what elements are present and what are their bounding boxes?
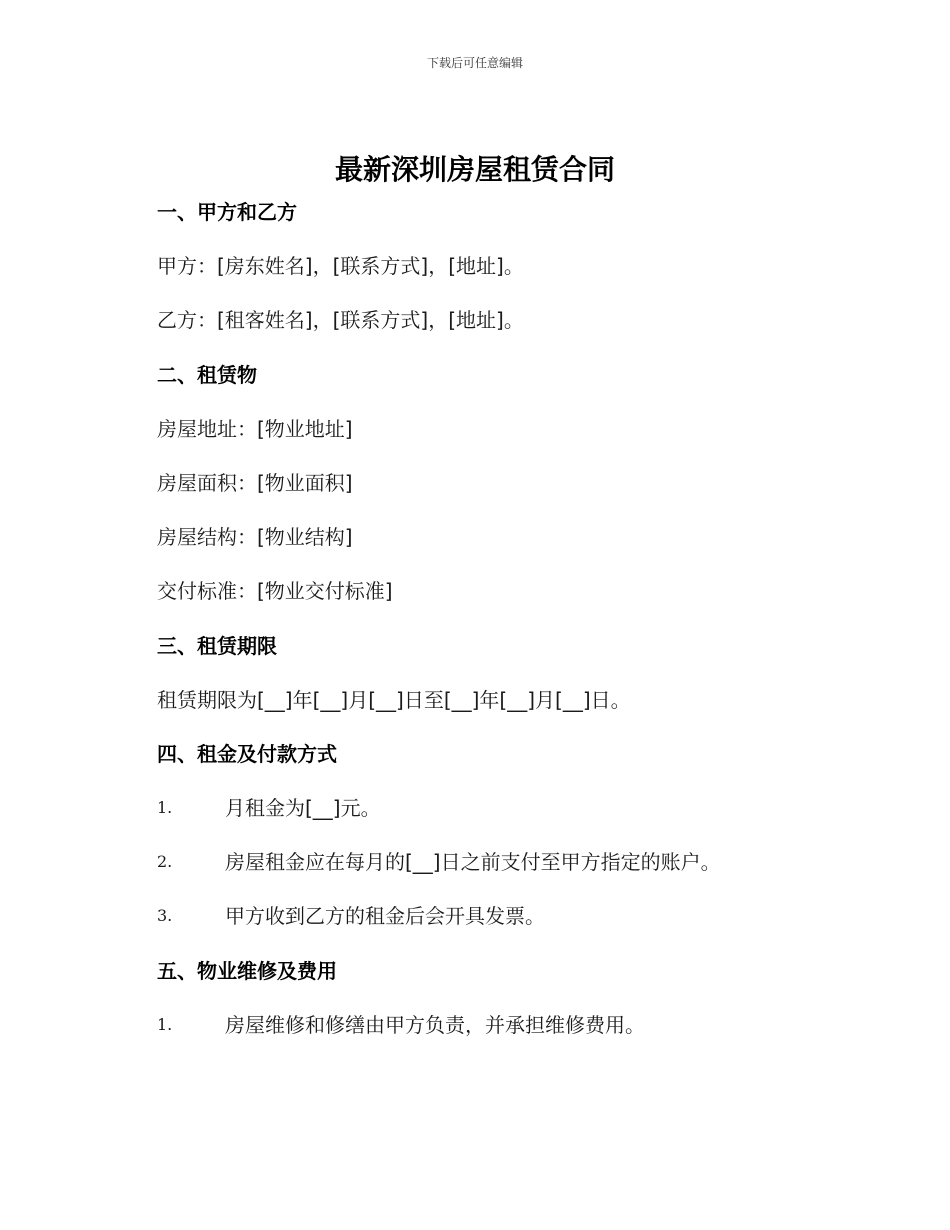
lease-term-line: 租赁期限为[__]年[__]月[__]日至[__]年[__]月[__]日。 (157, 687, 631, 712)
list-item (157, 1011, 857, 1065)
list-item-number: 2. (157, 852, 173, 872)
section-heading-parties: 一、甲方和乙方 (157, 200, 297, 224)
document-title: 最新深圳房屋租赁合同 (334, 153, 615, 186)
section-heading-term: 三、租赁期限 (157, 633, 277, 658)
list-item-text: 房屋维修和修缮由甲方负责，并承担维修费用。 (225, 1012, 645, 1037)
list-item (157, 902, 857, 956)
property-area-line: 房屋面积：[物业面积] (157, 470, 353, 495)
list-item-text: 甲方收到乙方的租金后会开具发票。 (225, 904, 545, 929)
party-a-line: 甲方：[房东姓名]，[联系方式]，[地址]。 (157, 254, 524, 279)
property-structure-line: 房屋结构：[物业结构] (157, 525, 353, 550)
document-body (157, 198, 857, 1065)
list-item-number: 1. (157, 1014, 173, 1034)
list-item-number: 1. (157, 798, 173, 818)
section-heading-rent: 四、租金及付款方式 (157, 741, 337, 766)
list-item (157, 794, 857, 848)
list-item-number: 3. (157, 906, 173, 926)
list-item-text: 月租金为[__]元。 (225, 796, 381, 821)
section-heading-property: 二、租赁物 (157, 362, 257, 387)
list-item-text: 房屋租金应在每月的[__]日之前支付至甲方指定的账户。 (225, 850, 721, 875)
header-note: 下载后可任意编辑 (426, 56, 523, 70)
party-b-line: 乙方：[租客姓名]，[联系方式]，[地址]。 (157, 308, 524, 333)
delivery-standard-line: 交付标准：[物业交付标准] (157, 579, 393, 604)
property-address-line: 房屋地址：[物业地址] (157, 416, 353, 441)
section-heading-maintenance: 五、物业维修及费用 (157, 958, 337, 983)
list-item (157, 848, 857, 902)
